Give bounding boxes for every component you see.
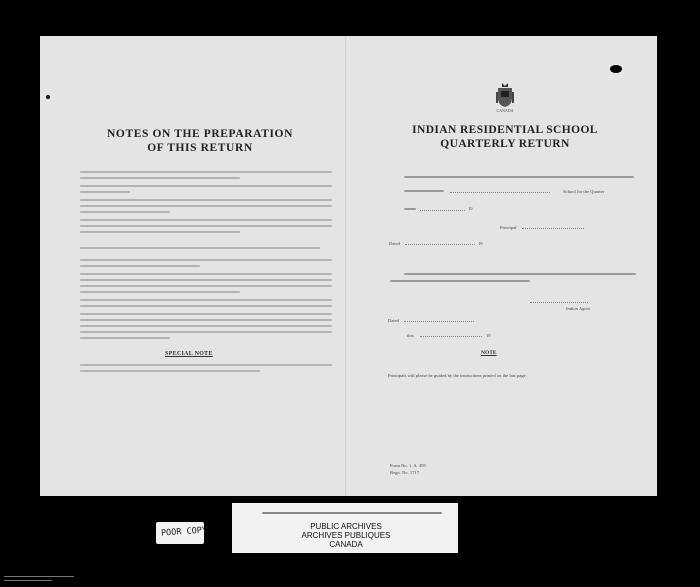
day-field [420, 336, 482, 337]
poor-copy-text: POOR COPY [160, 525, 208, 539]
tuition-text [404, 190, 444, 192]
dated-field-1 [405, 244, 475, 245]
notes-title-line1: NOTES ON THE PREPARATION [107, 128, 293, 140]
certify-text [404, 176, 634, 178]
dated-field-2 [404, 321, 474, 322]
principal-signature-field [522, 228, 584, 229]
quarter-ended-field [420, 210, 465, 211]
agent-certify-text-1 [404, 273, 636, 275]
archives-line1: PUBLIC ARCHIVES [310, 522, 382, 531]
archives-stamp [294, 522, 398, 549]
note-heading: NOTE [481, 350, 497, 356]
school-for-quarter-label: School for the Quarter [563, 189, 605, 194]
crest-caption: CANADA [496, 108, 514, 113]
indian-agent-signature-field [530, 302, 588, 303]
agent-certify-text-2 [390, 280, 530, 282]
dated-year-label-1: 19 [478, 241, 483, 246]
note-text: Principals will please be guided by the instructions printed on the last page. [388, 373, 527, 378]
punch-hole [610, 65, 622, 73]
page-fold [345, 36, 346, 496]
school-name-field [450, 192, 550, 193]
indian-agent-label: Indian Agent [566, 306, 590, 311]
quarter-year-label: 19 [468, 206, 473, 211]
archives-line2: ARCHIVES PUBLIQUES [301, 531, 391, 540]
return-title-line1: INDIAN RESIDENTIAL SCHOOL [412, 124, 598, 136]
dated-label-1: Dated [389, 241, 400, 246]
dated-year-label-2: 19 [486, 333, 491, 338]
form-number [390, 462, 426, 476]
notes-title [100, 127, 300, 155]
canada-crest-icon [495, 82, 515, 108]
dated-label-2: Dated [388, 318, 399, 323]
punch-hole-small [46, 95, 50, 99]
archive-reference [262, 512, 442, 514]
ended-text [404, 208, 416, 210]
form-reg-line: Regn. No. 1717 [390, 470, 420, 475]
return-title-line2: QUARTERLY RETURN [440, 138, 570, 150]
return-title [395, 123, 615, 151]
archives-line3: CANADA [329, 540, 363, 549]
principal-label: Principal [500, 225, 517, 230]
form-number-line: Form No. 1. A. 495 [390, 463, 426, 468]
notes-title-line2: OF THIS RETURN [147, 142, 253, 154]
this-label: this [407, 333, 414, 338]
special-note-heading: SPECIAL NOTE [165, 351, 213, 357]
